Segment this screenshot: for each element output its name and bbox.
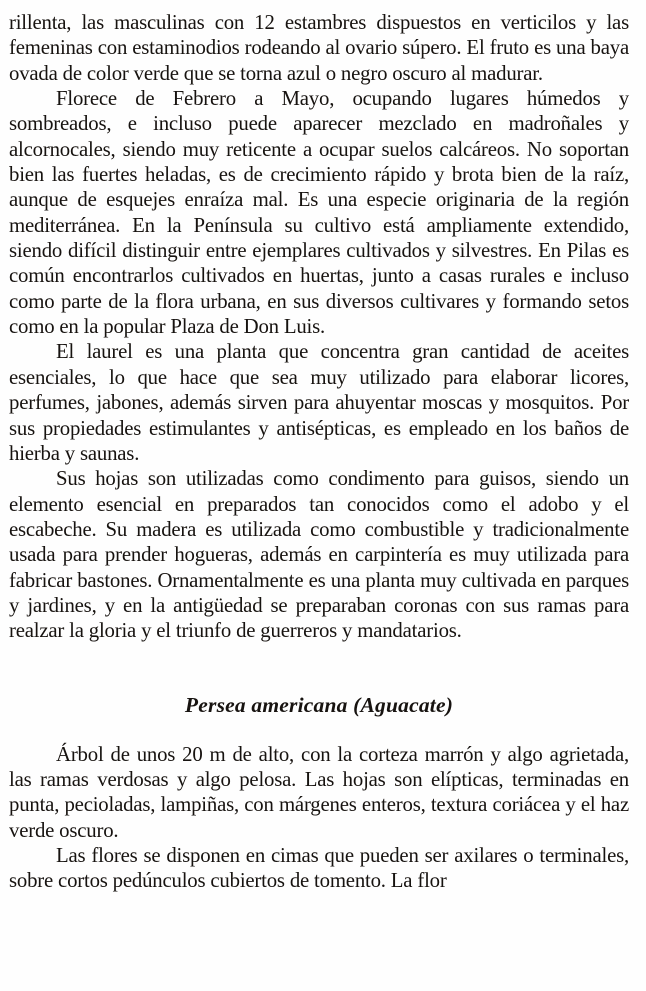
paragraph-flowering-habitat: Florece de Febrero a Mayo, ocupando lugares húmedos y sombreados, e incluso puede aparecer mezclado en madroñales y alcornocales, siendo muy reticente a ocupar suelos calcáreos. No soportan bien las fuertes heladas, es de crecimiento rápido y brota bien de la raíz, aunque de esquejes enraíza mal. Es una especie originaria de la región mediterránea. En la Península su cultivo está ampliamente extendido, siendo difícil distinguir entre ejemplares cultivados y silvestres. En Pilas es común encontrarlos cultivados en huertas, junto a casas rurales e incluso como parte de la flora urbana, en sus diversos cultivares y formando setos como en la popular Plaza de Don Luis. bbox=[9, 87, 629, 339]
paragraph-uses: Sus hojas son utilizadas como condimento para guisos, siendo un elemento esencial en preparados tan conocidos como el adobo y el escabeche. Su madera es utilizada como combustible y tradicionalmente usada para prender hogueras, además en carpintería es muy utilizada para fabricar bastones. Ornamentalmente es una planta muy cultivada en parques y jardines, y en la antigüedad se preparaban coronas con sus ramas para realzar la gloria y el triunfo de guerreros y mandatarios. bbox=[9, 467, 629, 643]
paragraph-fruit-continuation: rillenta, las masculinas con 12 estambres dispuestos en verticilos y las femeninas con estaminodios rodeando al ovario súpero. El fruto es una baya ovada de color verde que se torna azul o negro oscuro al madurar. bbox=[9, 11, 629, 85]
paragraph-essential-oils: El laurel es una planta que concentra gran cantidad de aceites esenciales, lo que hace que sea muy utilizado para elaborar licores, perfumes, jabones, además sirven para ahuyentar moscas y mosquitos. Por sus propiedades estimulantes y antisépticas, es empleado en los baños de hierba y saunas. bbox=[9, 340, 629, 465]
paragraph-tree-description: Árbol de unos 20 m de alto, con la corteza marrón y algo agrietada, las ramas verdosas y algo pelosa. Las hojas son elípticas, terminadas en punta, pecioladas, lampiñas, con márgenes enteros, textura coriácea y el haz verde oscuro. bbox=[9, 742, 629, 842]
paragraph-flowers-description: Las flores se disponen en cimas que pueden ser axilares o terminales, sobre cortos pedúnculos cubiertos de tomento. La flor bbox=[9, 843, 629, 893]
section-heading-persea-americana: Persea americana (Aguacate) bbox=[184, 692, 454, 717]
